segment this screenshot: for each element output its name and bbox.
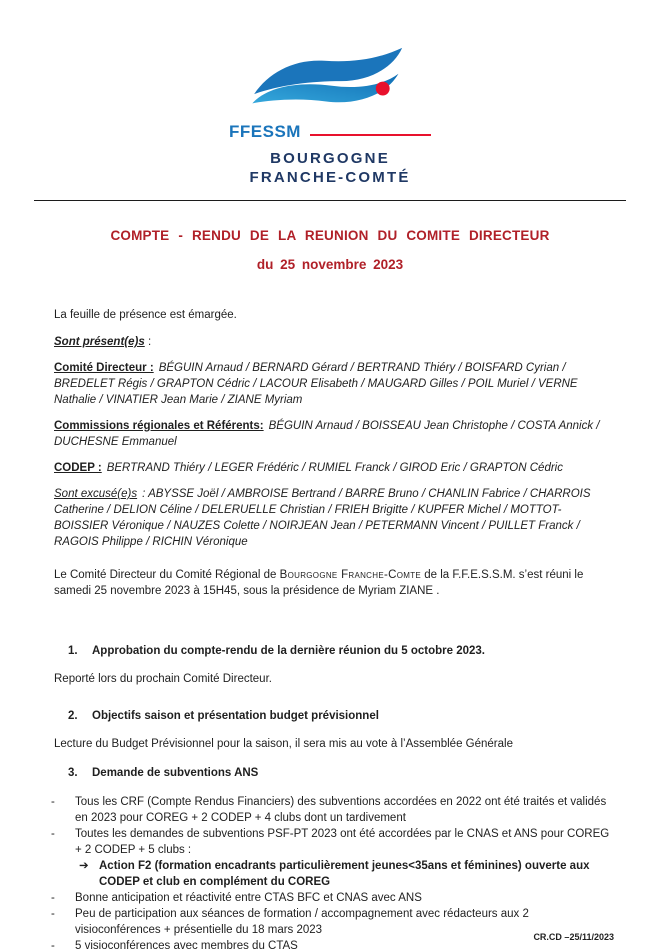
header-divider — [34, 200, 626, 201]
attendance-intro: La feuille de présence est émargée. — [54, 309, 237, 321]
section-2-heading — [54, 708, 610, 724]
section-title: Approbation du compte-rendu de la dernière réunion du 5 octobre 2023. — [92, 645, 485, 657]
group-comite-directeur — [54, 360, 610, 408]
wave-icon — [240, 46, 420, 120]
list-item-text: Toutes les demandes de subventions PSF-PT 2023 ont été accordées par le CNAS et ANS pour COREG + 2 CODEP + 5 clubs : — [75, 828, 610, 856]
section-number: 2. — [68, 710, 78, 722]
section-1-body: Reporté lors du prochain Comité Directeur. — [54, 673, 272, 685]
group-label: CODEP : — [54, 462, 102, 474]
logo-region — [225, 149, 435, 187]
list-item-text: Peu de participation aux séances de formation / accompagnement avec rédacteurs aux 2 visioconférences + présentielle du 18 mars 2023 — [75, 908, 529, 936]
dash-bullet-icon: - — [51, 940, 55, 952]
title-line1: COMPTE - RENDU DE LA REUNION DU COMITE DIRECTEUR — [110, 228, 550, 243]
present-heading — [54, 334, 610, 350]
logo-acronym: FFESSM — [229, 122, 301, 141]
list-item — [47, 794, 610, 826]
present-label: Sont présent(e)s — [54, 336, 145, 348]
section-3-heading — [54, 765, 610, 781]
group-commissions — [54, 418, 610, 450]
meeting-intro-part1: Le Comité Directeur du Comité Régional de — [54, 569, 280, 581]
group-label: Commissions régionales et Référents: — [54, 420, 264, 432]
group-names: BERTRAND Thiéry / LEGER Frédéric / RUMIEL Franck / GIROD Eric / GRAPTON Cédric — [106, 462, 563, 474]
excused-line — [54, 486, 610, 550]
list-item-text: Action F2 (formation encadrants particulièrement jeunes<35ans et féminines) ouverte aux CODEP et club en complément du COREG — [99, 860, 590, 888]
logo-acronym-row — [225, 122, 435, 142]
excused-names: : ABYSSE Joël / AMBROISE Bertrand / BARRE Bruno / CHANLIN Fabrice / CHARROIS Catherine / DELION Céline / DELERUELLE Christian / FRIEH Brigitte / KUPFER Michel / MOTTOT-BOISSIER Véronique / NAUZES Colette / NOIRJEAN Jean / PETERMANN Vincent / PUILLET Franck / RAGOIS Philippe / RICHIN Véronique — [54, 488, 591, 548]
list-item — [47, 906, 610, 938]
list-item-text: Bonne anticipation et réactivité entre CTAS BFC et CNAS avec ANS — [75, 892, 422, 904]
section-number: 3. — [68, 767, 78, 779]
group-names: BÉGUIN Arnaud / BOISSEAU Jean Christophe / COSTA Annick / DUCHESNE Emmanuel — [54, 420, 600, 448]
title-line2: du 25 novembre 2023 — [256, 257, 404, 272]
group-codep — [54, 460, 610, 476]
list-item — [47, 938, 610, 952]
red-dot-icon — [376, 82, 390, 96]
dash-bullet-icon: - — [51, 908, 55, 920]
group-names: BÉGUIN Arnaud / BERNARD Gérard / BERTRAND Thiéry / BOISFARD Cyrian / BREDELET Régis / GRAPTON Cédric / LACOUR Elisabeth / MAUGARD Gilles / POIL Muriel / VERNE Nathalie / VINATIER Jean Marie / ZIANE Myriam — [54, 362, 578, 406]
section-1-heading — [54, 643, 610, 659]
group-label: Comité Directeur : — [54, 362, 154, 374]
logo-region-line1: BOURGOGNE — [270, 150, 390, 167]
meeting-intro — [54, 567, 610, 599]
document-body — [51, 307, 610, 952]
present-suffix: : — [144, 336, 152, 348]
section-2-body: Lecture du Budget Prévisionnel pour la saison, il sera mis au vote à l’Assemblée Générale — [54, 738, 513, 750]
excused-label: Sont excusé(e)s — [54, 488, 138, 500]
ffessm-logo — [225, 46, 435, 187]
list-item-nested — [75, 858, 610, 890]
footer-reference: CR.CD –25/11/2023 — [533, 932, 614, 942]
list-item — [47, 826, 610, 858]
list-item — [47, 890, 610, 906]
meeting-intro-smallcaps: Bourgogne Franche-Comte — [279, 569, 422, 581]
logo-red-line — [310, 134, 431, 136]
list-item-text: Tous les CRF (Compte Rendus Financiers) des subventions accordées en 2022 ont été traités et validés en 2023 pour COREG + 2 CODEP + 4 clubs dont un tardivement — [75, 796, 607, 824]
document-title — [0, 228, 660, 272]
section-number: 1. — [68, 645, 78, 657]
logo-region-line2: FRANCHE-COMTÉ — [249, 169, 411, 186]
dash-bullet-icon: - — [51, 828, 55, 840]
ans-bullet-list — [51, 794, 610, 952]
dash-bullet-icon: - — [51, 892, 55, 904]
dash-bullet-icon: - — [51, 796, 55, 808]
list-item-text: 5 visioconférences avec membres du CTAS — [75, 940, 298, 952]
arrow-bullet-icon: ➔ — [79, 860, 89, 872]
meeting-intro-part2: de la F.F.E.S.S.M. s’est réuni le samedi 25 novembre 2023 à 15H45, sous la présidence de Myriam ZIANE . — [54, 569, 584, 597]
section-title: Demande de subventions ANS — [92, 767, 259, 779]
section-title: Objectifs saison et présentation budget prévisionnel — [92, 710, 379, 722]
